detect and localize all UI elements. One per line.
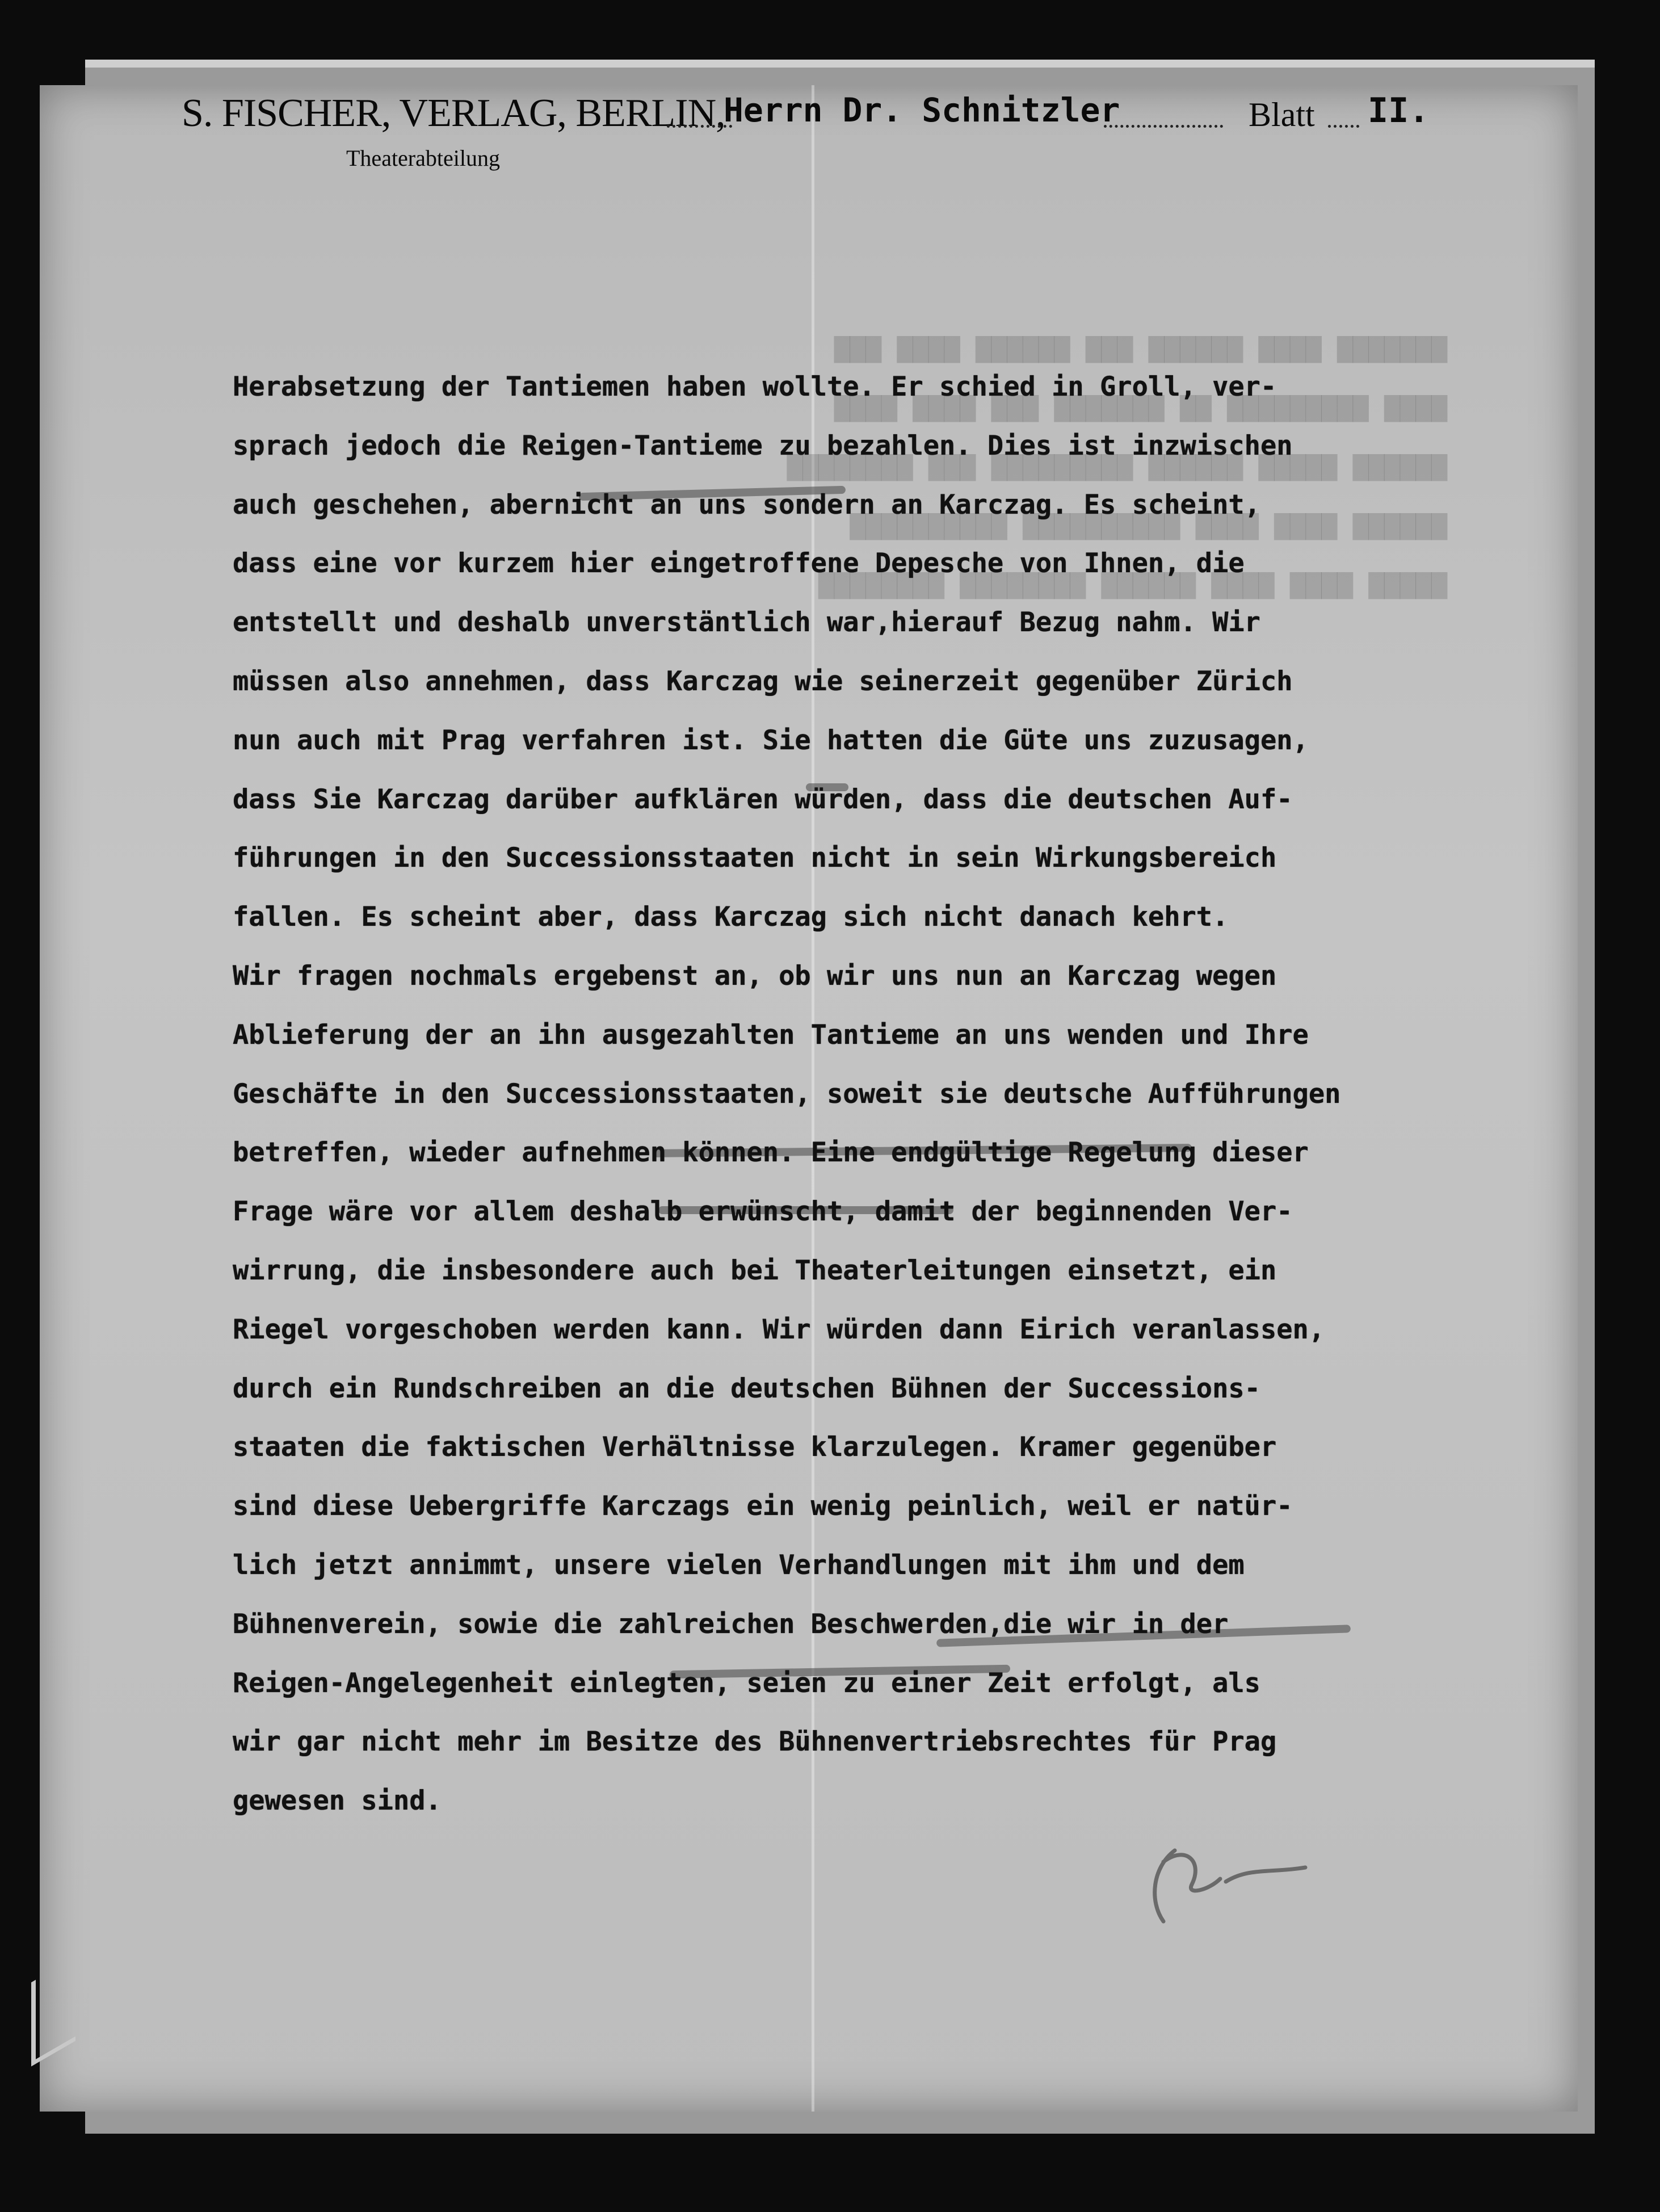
body-line: sind diese Uebergriffe Karczags ein wenig peinlich, weil er natür- [233, 1491, 1293, 1522]
body-line: Frage wäre vor allem deshalb erwünscht, damit der beginnenden Ver- [233, 1196, 1293, 1228]
letter-body [233, 358, 1549, 1831]
body-line: fallen. Es scheint aber, dass Karczag sich nicht danach kehrt. [233, 901, 1229, 933]
body-line: wir gar nicht mehr im Besitze des Bühnenvertriebsrechtes für Prag [233, 1726, 1277, 1758]
body-line: sprach jedoch die Reigen-Tantieme zu bezahlen. Dies ist inzwischen [233, 430, 1293, 461]
sheet-number: II. [1368, 91, 1430, 131]
body-line: wirrung, die insbesondere auch bei Theaterleitungen einsetzt, ein [233, 1254, 1277, 1286]
body-line: entstellt und deshalb unverstäntlich war,hierauf Bezug nahm. Wir [233, 607, 1260, 639]
body-line: Riegel vorgeschoben werden kann. Wir würden dann Eirich veranlassen, [233, 1313, 1325, 1345]
body-line: dass Sie Karczag darüber aufklären würden, dass die deutschen Auf- [233, 783, 1293, 815]
body-line: Herabsetzung der Tantiemen haben wollte. Er schied in Groll, ver- [233, 371, 1277, 402]
body-line: durch ein Rundschreiben an die deutschen Bühnen der Successions- [233, 1372, 1260, 1404]
sheet-label: Blatt [1249, 96, 1315, 133]
pencil-signature [1141, 1828, 1311, 1930]
body-line: Reigen-Angelegenheit einlegten, seien zu einer Zeit erfolgt, als [233, 1667, 1260, 1699]
body-line: Ablieferung der an ihn ausgezahlten Tantieme an uns wenden und Ihre [233, 1019, 1309, 1051]
letterhead-dotted-rule [1328, 125, 1359, 128]
letterhead-company: S. FISCHER, VERLAG, BERLIN, [182, 91, 725, 135]
body-line: betreffen, wieder aufnehmen können. Eine endgültige Regelung dieser [233, 1137, 1309, 1169]
body-line: Bühnenverein, sowie die zahlreichen Beschwerden,die wir in der [233, 1608, 1229, 1640]
letter-recipient: Herrn Dr. Schnitzler [724, 91, 1120, 129]
body-line: gewesen sind. [233, 1785, 442, 1817]
body-line: führungen in den Successionsstaaten nicht in sein Wirkungsbereich [233, 842, 1277, 874]
letterhead-dotted-rule [667, 125, 732, 128]
body-line: Wir fragen nochmals ergebenst an, ob wir uns nun an Karczag wegen [233, 960, 1277, 992]
body-line: Geschäfte in den Successionsstaaten, soweit sie deutsche Aufführungen [233, 1078, 1341, 1110]
body-line: dass eine vor kurzem hier eingetroffene Depesche von Ihnen, die [233, 548, 1245, 580]
body-line: müssen also annehmen, dass Karczag wie seinerzeit gegenüber Zürich [233, 665, 1293, 697]
body-line: auch geschehen, abernicht an uns sondern an Karczag. Es scheint, [233, 489, 1260, 521]
body-line: nun auch mit Prag verfahren ist. Sie hatten die Güte uns zuzusagen, [233, 724, 1309, 756]
letterhead-department: Theaterabteilung [346, 145, 500, 171]
bleed-through-texture: ▇▇▇▇▇▇▇ ▇▇▇▇ ▇▇▇▇▇▇ ▇▇▇ ▇▇▇▇▇▇ ▇▇▇▇ ▇▇▇ ▇▇▇▇ ▇▇▇▇▇▇▇▇▇ ▇▇ ▇▇▇▇▇▇▇ ▇▇▇ ▇▇▇▇ ▇▇▇▇ ▇▇▇▇▇▇ ▇▇▇▇▇ ▇▇▇▇▇▇ ▇▇▇▇▇▇▇▇▇ ▇▇▇ ▇▇▇▇▇▇▇▇ ▇▇▇▇▇▇ ▇▇▇▇ ▇▇▇▇ ▇▇▇▇▇▇▇▇▇▇ ▇▇▇▇▇▇▇▇▇▇ ▇▇▇▇▇ ▇▇▇▇ ▇▇▇▇ ▇▇▇▇▇▇ ▇▇▇▇▇▇▇▇ ▇▇▇▇▇▇▇▇ [787, 332, 1447, 599]
letterhead-dotted-rule [1104, 125, 1223, 128]
body-line: staaten die faktischen Verhältnisse klarzulegen. Kramer gegenüber [233, 1432, 1277, 1463]
body-line: lich jetzt annimmt, unsere vielen Verhandlungen mit ihm und dem [233, 1549, 1245, 1581]
